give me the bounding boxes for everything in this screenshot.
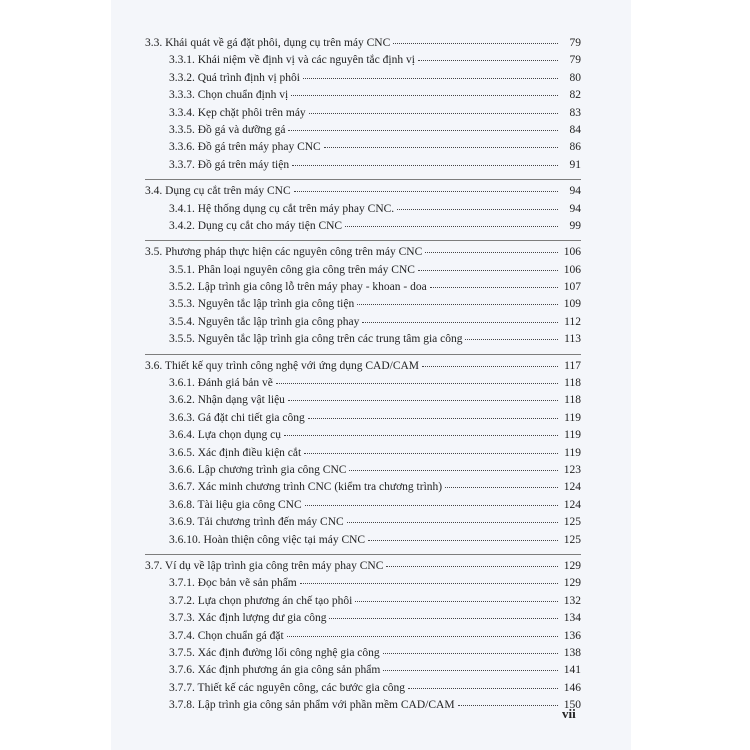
toc-entry-label: 3.6. Thiết kế quy trình công nghệ với ứng dụng CAD/CAM	[145, 359, 420, 372]
dot-leader	[300, 583, 558, 584]
toc-entry-page: 146	[563, 681, 581, 694]
toc-section-heading	[145, 358, 581, 375]
toc-entry-page: 134	[563, 612, 581, 625]
toc-section-heading	[145, 244, 581, 261]
dot-leader	[288, 400, 558, 401]
toc-subsection-entry	[145, 279, 581, 296]
dot-leader	[349, 470, 558, 471]
dot-leader	[304, 453, 558, 454]
toc-section	[145, 558, 581, 715]
toc-entry-label: 3.5.4. Nguyên tắc lập trình gia công phay	[169, 315, 360, 328]
toc-entry-page: 113	[564, 333, 581, 346]
toc-entry-label: 3.5. Phương pháp thực hiện các nguyên công trên máy CNC	[145, 246, 423, 259]
toc-entry-label: 3.5.2. Lập trình gia công lỗ trên máy phay - khoan - doa	[169, 281, 427, 294]
toc-entry-label: 3.6.3. Gá đặt chi tiết gia công	[169, 411, 305, 424]
toc-subsection-entry	[145, 462, 581, 479]
toc-subsection-entry	[145, 105, 581, 122]
toc-entry-label: 3.6.10. Hoàn thiện công việc tại máy CNC	[169, 533, 366, 546]
toc-entry-label: 3.3.2. Quá trình định vị phôi	[169, 71, 300, 84]
toc-subsection-entry	[145, 331, 581, 348]
dot-leader	[362, 322, 558, 323]
toc-subsection-entry	[145, 680, 581, 697]
dot-leader	[397, 209, 558, 210]
dot-leader	[294, 191, 558, 192]
toc-section-heading	[145, 558, 581, 575]
toc-entry-label: 3.7.3. Xác định lượng dư gia công	[169, 612, 327, 625]
section-divider	[145, 554, 581, 555]
toc-entry-page: 80	[569, 71, 581, 84]
toc-entry-label: 3.7.4. Chọn chuẩn gá đặt	[169, 629, 284, 642]
toc-subsection-entry	[145, 628, 581, 645]
dot-leader	[445, 487, 558, 488]
toc-entry-page: 118	[564, 394, 581, 407]
toc-entry-label: 3.7.2. Lựa chọn phương án chế tạo phôi	[169, 594, 353, 607]
dot-leader	[383, 653, 558, 654]
toc-entry-label: 3.7.8. Lập trình gia công sản phẩm với phần mềm CAD/CAM	[169, 699, 455, 712]
toc-subsection-entry	[145, 662, 581, 679]
toc-entry-page: 119	[564, 429, 581, 442]
toc-entry-page: 109	[563, 298, 581, 311]
toc-entry-label: 3.7.5. Xác định đường lối công nghệ gia công	[169, 646, 380, 659]
dot-leader	[418, 60, 558, 61]
page-number: vii	[562, 706, 576, 721]
dot-leader	[357, 304, 558, 305]
toc-subsection-entry	[145, 514, 581, 531]
toc-entry-label: 3.6.8. Tài liệu gia công CNC	[169, 498, 302, 511]
toc-entry-label: 3.3.1. Khái niệm về định vị và các nguyên tắc định vị	[169, 54, 415, 67]
toc-entry-page: 141	[563, 664, 581, 677]
dot-leader	[458, 705, 558, 706]
toc-entry-label: 3.4. Dụng cụ cắt trên máy CNC	[145, 185, 291, 198]
dot-leader	[408, 688, 558, 689]
toc-subsection-entry	[145, 575, 581, 592]
dot-leader	[368, 540, 558, 541]
toc-subsection-entry	[145, 445, 581, 462]
toc-entry-label: 3.6.7. Xác minh chương trình CNC (kiểm tra chương trình)	[169, 481, 443, 494]
table-of-contents	[145, 35, 581, 714]
toc-entry-page: 107	[563, 281, 581, 294]
toc-entry-page: 150	[563, 699, 581, 712]
section-divider	[145, 354, 581, 355]
toc-subsection-entry	[145, 645, 581, 662]
toc-entry-page: 79	[569, 54, 581, 67]
toc-entry-label: 3.4.1. Hệ thống dụng cụ cắt trên máy phay CNC.	[169, 202, 395, 215]
toc-entry-label: 3.3. Khái quát về gá đặt phôi, dụng cụ trên máy CNC	[145, 37, 391, 49]
dot-leader	[284, 435, 558, 436]
toc-entry-label: 3.5.1. Phân loại nguyên công gia công trên máy CNC	[169, 263, 415, 276]
toc-subsection-entry	[145, 70, 581, 87]
dot-leader	[465, 339, 558, 340]
toc-entry-page: 119	[564, 411, 581, 424]
dot-leader	[383, 670, 558, 671]
toc-entry-label: 3.3.4. Kẹp chặt phôi trên máy	[169, 106, 306, 119]
toc-entry-label: 3.6.9. Tải chương trình đến máy CNC	[169, 516, 344, 529]
toc-entry-page: 82	[569, 89, 581, 102]
toc-subsection-entry	[145, 375, 581, 392]
toc-entry-page: 132	[563, 594, 581, 607]
toc-section-heading	[145, 183, 581, 200]
dot-leader	[425, 252, 558, 253]
dot-leader	[291, 95, 558, 96]
toc-entry-label: 3.7. Ví dụ về lập trình gia công trên máy phay CNC	[145, 559, 384, 572]
dot-leader	[324, 147, 558, 148]
toc-subsection-entry	[145, 218, 581, 235]
toc-entry-page: 84	[569, 123, 581, 136]
toc-subsection-entry	[145, 157, 581, 174]
toc-subsection-entry	[145, 479, 581, 496]
toc-subsection-entry	[145, 139, 581, 156]
toc-entry-page: 106	[563, 263, 581, 276]
dot-leader	[393, 43, 558, 44]
dot-leader	[292, 165, 558, 166]
toc-entry-page: 124	[563, 498, 581, 511]
dot-leader	[347, 522, 558, 523]
toc-subsection-entry	[145, 593, 581, 610]
toc-entry-page: 99	[569, 219, 581, 232]
toc-entry-label: 3.3.7. Đồ gá trên máy tiện	[169, 158, 290, 171]
toc-subsection-entry	[145, 201, 581, 218]
toc-subsection-entry	[145, 314, 581, 331]
toc-entry-page: 138	[563, 646, 581, 659]
toc-entry-label: 3.5.5. Nguyên tắc lập trình gia công trên các trung tâm gia công	[169, 333, 463, 346]
toc-section	[145, 35, 581, 174]
dot-leader	[288, 130, 558, 131]
toc-entry-page: 118	[564, 377, 581, 390]
toc-entry-page: 136	[563, 629, 581, 642]
toc-entry-label: 3.6.6. Lập chương trình gia công CNC	[169, 463, 347, 476]
dot-leader	[276, 383, 558, 384]
toc-subsection-entry	[145, 610, 581, 627]
toc-entry-page: 86	[569, 141, 581, 154]
toc-entry-label: 3.3.6. Đồ gá trên máy phay CNC	[169, 141, 321, 154]
toc-entry-page: 91	[569, 158, 581, 171]
toc-subsection-entry	[145, 296, 581, 313]
toc-entry-label: 3.6.1. Đánh giá bản vẽ	[169, 377, 273, 390]
toc-entry-page: 119	[564, 446, 581, 459]
toc-entry-label: 3.6.5. Xác định điều kiện cắt	[169, 446, 302, 459]
toc-subsection-entry	[145, 427, 581, 444]
toc-entry-label: 3.3.3. Chọn chuẩn định vị	[169, 89, 289, 102]
toc-subsection-entry	[145, 87, 581, 104]
toc-section	[145, 358, 581, 549]
toc-entry-label: 3.3.5. Đồ gá và dưỡng gá	[169, 123, 286, 136]
toc-subsection-entry	[145, 262, 581, 279]
dot-leader	[308, 418, 558, 419]
dot-leader	[355, 601, 558, 602]
toc-entry-page: 125	[563, 516, 581, 529]
toc-entry-label: 3.7.1. Đọc bản vẽ sản phẩm	[169, 577, 297, 590]
dot-leader	[345, 226, 558, 227]
dot-leader	[309, 113, 558, 114]
toc-entry-label: 3.7.7. Thiết kế các nguyên công, các bước gia công	[169, 681, 405, 694]
toc-subsection-entry	[145, 497, 581, 514]
toc-entry-page: 94	[569, 202, 581, 215]
toc-entry-page: 94	[569, 185, 581, 198]
toc-entry-page: 129	[563, 577, 581, 590]
dot-leader	[430, 287, 558, 288]
toc-entry-page: 123	[563, 463, 581, 476]
toc-entry-page: 124	[563, 481, 581, 494]
section-divider	[145, 240, 581, 241]
toc-subsection-entry	[145, 697, 581, 714]
toc-entry-page: 79	[569, 37, 581, 49]
toc-entry-page: 125	[563, 533, 581, 546]
dot-leader	[329, 618, 558, 619]
toc-entry-page: 129	[563, 559, 581, 572]
toc-subsection-entry	[145, 52, 581, 69]
toc-entry-page: 106	[563, 246, 581, 259]
toc-section-heading	[145, 35, 581, 52]
dot-leader	[386, 566, 558, 567]
toc-entry-label: 3.7.6. Xác định phương án gia công sản phẩm	[169, 664, 381, 677]
toc-subsection-entry	[145, 410, 581, 427]
toc-section	[145, 244, 581, 348]
dot-leader	[418, 270, 558, 271]
toc-entry-label: 3.6.2. Nhận dạng vật liệu	[169, 394, 285, 407]
toc-entry-page: 83	[569, 106, 581, 119]
section-divider	[145, 179, 581, 180]
toc-entry-label: 3.6.4. Lựa chọn dụng cụ	[169, 429, 281, 442]
toc-subsection-entry	[145, 122, 581, 139]
toc-section	[145, 183, 581, 235]
toc-entry-label: 3.5.3. Nguyên tắc lập trình gia công tiện	[169, 298, 355, 311]
toc-subsection-entry	[145, 392, 581, 409]
toc-subsection-entry	[145, 532, 581, 549]
dot-leader	[422, 366, 558, 367]
dot-leader	[287, 636, 558, 637]
toc-entry-page: 117	[564, 359, 581, 372]
dot-leader	[305, 505, 558, 506]
toc-entry-label: 3.4.2. Dụng cụ cắt cho máy tiện CNC	[169, 219, 343, 232]
dot-leader	[303, 78, 558, 79]
toc-entry-page: 112	[564, 315, 581, 328]
